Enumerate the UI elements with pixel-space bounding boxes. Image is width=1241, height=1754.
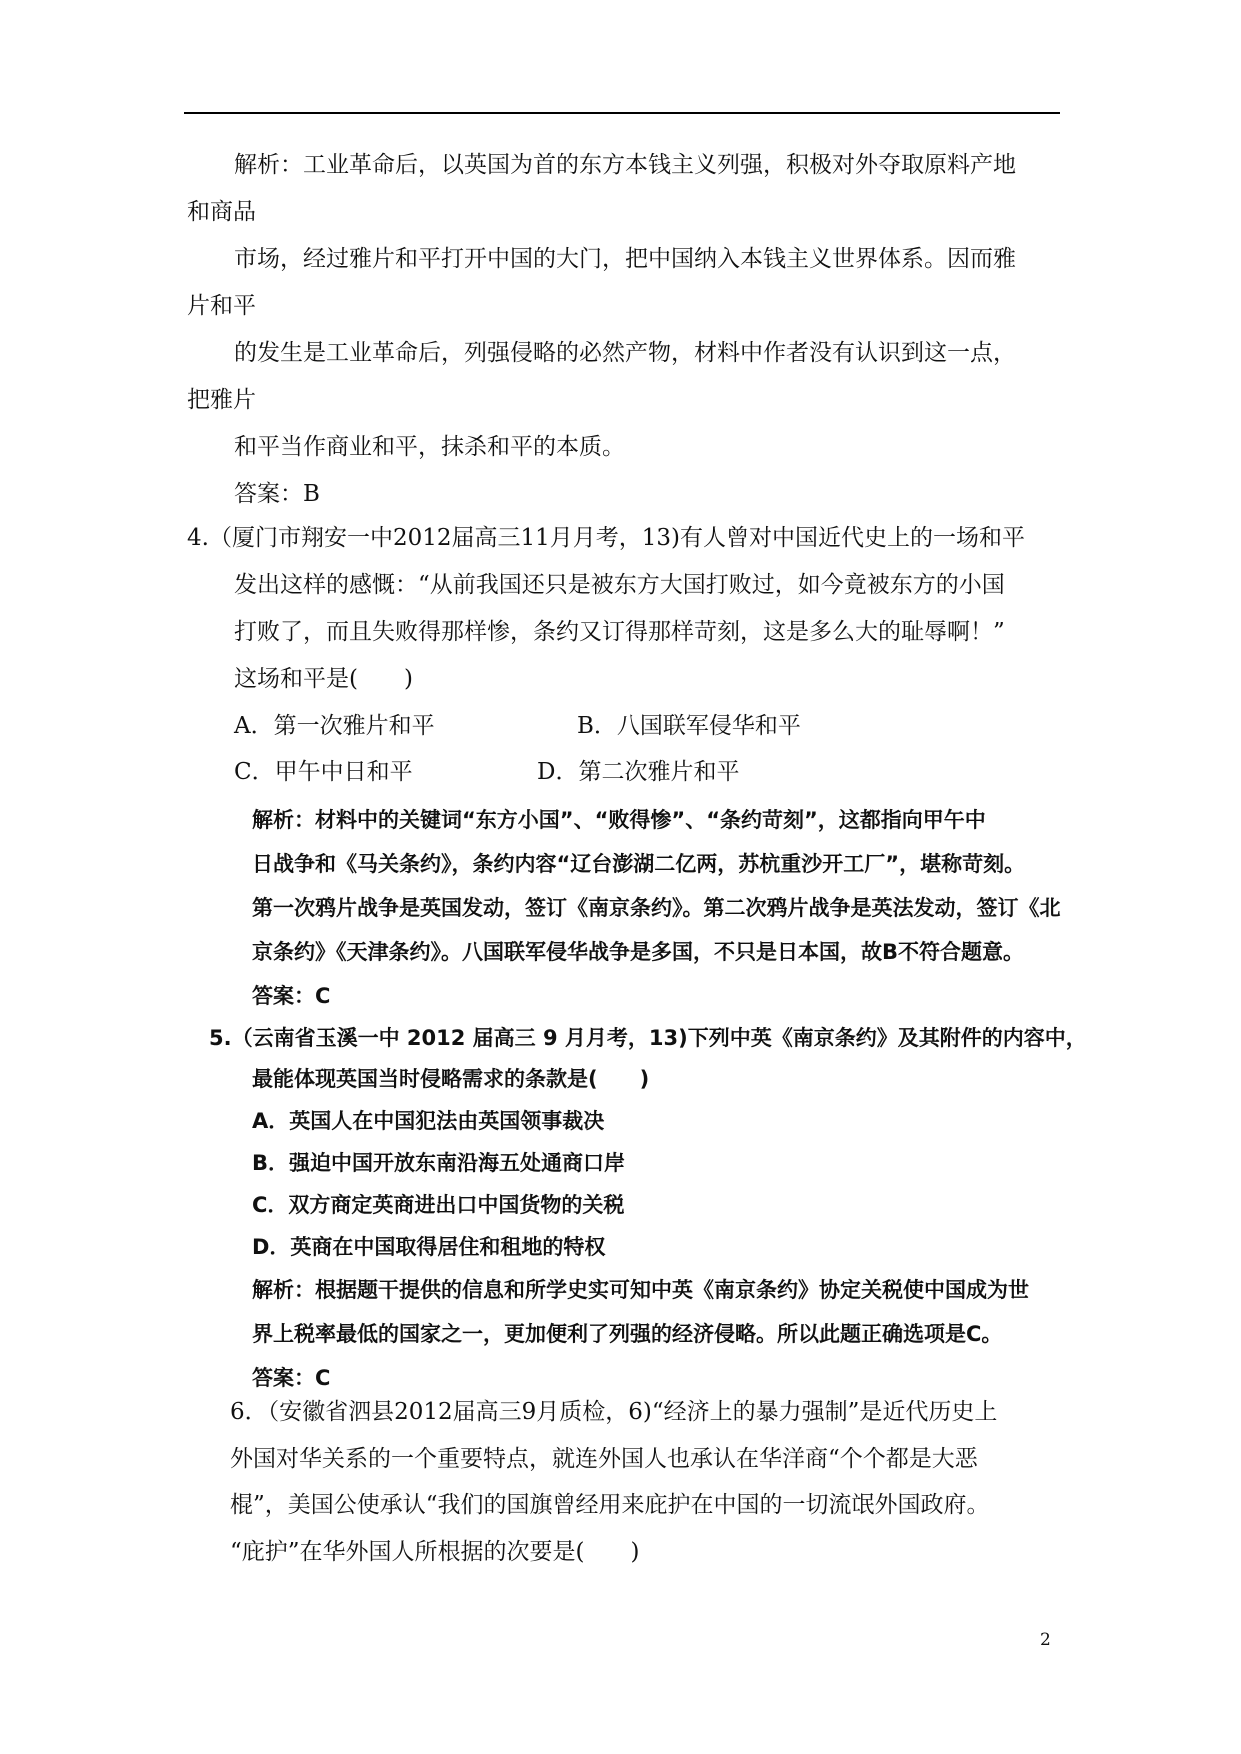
q4-option-a: A．第一次雅片和平 <box>234 713 435 739</box>
q6-stem-line-4: “庇护”在华外国人所根据的次要是( ) <box>230 1539 640 1565</box>
q3-analysis-line-2: 和商品 <box>187 199 256 225</box>
q3-analysis-line-4: 片和平 <box>187 293 256 319</box>
q4-stem-line-4: 这场和平是( ) <box>234 666 413 692</box>
q3-analysis-line-7: 和平当作商业和平，抹杀和平的本质。 <box>234 434 625 460</box>
q4-stem-line-1: 4.（厦门市翔安一中2012届高三11月月考，13)有人曾对中国近代史上的一场和平 <box>187 525 1025 551</box>
q3-analysis-line-1: 解析：工业革命后，以英国为首的东方本钱主义列强，积极对外夺取原料产地 <box>234 152 1016 178</box>
q5-option-d: D．英商在中国取得居住和租地的特权 <box>252 1235 606 1259</box>
q5-analysis-line-2: 界上税率最低的国家之一，更加便利了列强的经济侵略。所以此题正确选项是C。 <box>252 1322 1003 1346</box>
q3-analysis-line-3: 市场，经过雅片和平打开中国的大门，把中国纳入本钱主义世界体系。因而雅 <box>234 246 1016 272</box>
q3-analysis-line-6: 把雅片 <box>187 387 256 413</box>
header-rule <box>184 112 1060 114</box>
q4-analysis-line-2: 日战争和《马关条约》，条约内容“辽台澎湖二亿两，苏杭重沙开工厂”，堪称苛刻。 <box>252 852 1026 876</box>
q4-stem-line-3: 打败了，而且失败得那样惨，条约又订得那样苛刻，这是多么大的耻辱啊！” <box>234 619 1005 645</box>
q5-stem-line-2: 最能体现英国当时侵略需求的条款是( ) <box>252 1067 650 1091</box>
q4-analysis-line-4: 京条约》《天津条约》。八国联军侵华战争是多国，不只是日本国，故B不符合题意。 <box>252 940 1025 964</box>
q3-answer: 答案：B <box>234 481 320 507</box>
q4-analysis-line-3: 第一次鸦片战争是英国发动，签订《南京条约》。第二次鸦片战争是英法发动，签订《北 <box>252 896 1061 920</box>
q4-option-b: B．八国联军侵华和平 <box>577 713 801 739</box>
q5-option-b: B．强迫中国开放东南沿海五处通商口岸 <box>252 1151 626 1175</box>
q4-answer: 答案：C <box>252 984 331 1008</box>
q5-option-c: C．双方商定英商进出口中国货物的关税 <box>252 1193 625 1217</box>
q5-option-a: A．英国人在中国犯法由英国领事裁决 <box>252 1109 605 1133</box>
q5-answer: 答案：C <box>252 1366 331 1390</box>
q6-stem-line-3: 棍”，美国公使承认“我们的国旗曾经用来庇护在中国的一切流氓外国政府。 <box>230 1492 990 1518</box>
q4-stem-line-2: 发出这样的感慨：“从前我国还只是被东方大国打败过，如今竟被东方的小国 <box>234 572 1005 598</box>
q5-analysis-line-1: 解析：根据题干提供的信息和所学史实可知中英《南京条约》协定关税使中国成为世 <box>252 1278 1029 1302</box>
q3-analysis-line-5: 的发生是工业革命后，列强侵略的必然产物，材料中作者没有认识到这一点， <box>234 340 1016 366</box>
q4-option-c: C．甲午中日和平 <box>234 759 413 785</box>
q4-analysis-line-1: 解析：材料中的关键词“东方小国”、“败得惨”、“条约苛刻”，这都指向甲午中 <box>252 808 986 832</box>
q5-stem-line-1: 5.（云南省玉溪一中 2012 届高三 9 月月考，13)下列中英《南京条约》及其附件的内容中， <box>209 1026 1087 1050</box>
page-number: 2 <box>1040 1630 1051 1650</box>
q4-option-d: D．第二次雅片和平 <box>537 759 740 785</box>
q6-stem-line-2: 外国对华关系的一个重要特点，就连外国人也承认在华洋商“个个都是大恶 <box>230 1446 978 1472</box>
q6-stem-line-1: 6．（安徽省泗县2012届高三9月质检，6)“经济上的暴力强制”是近代历史上 <box>230 1399 998 1425</box>
